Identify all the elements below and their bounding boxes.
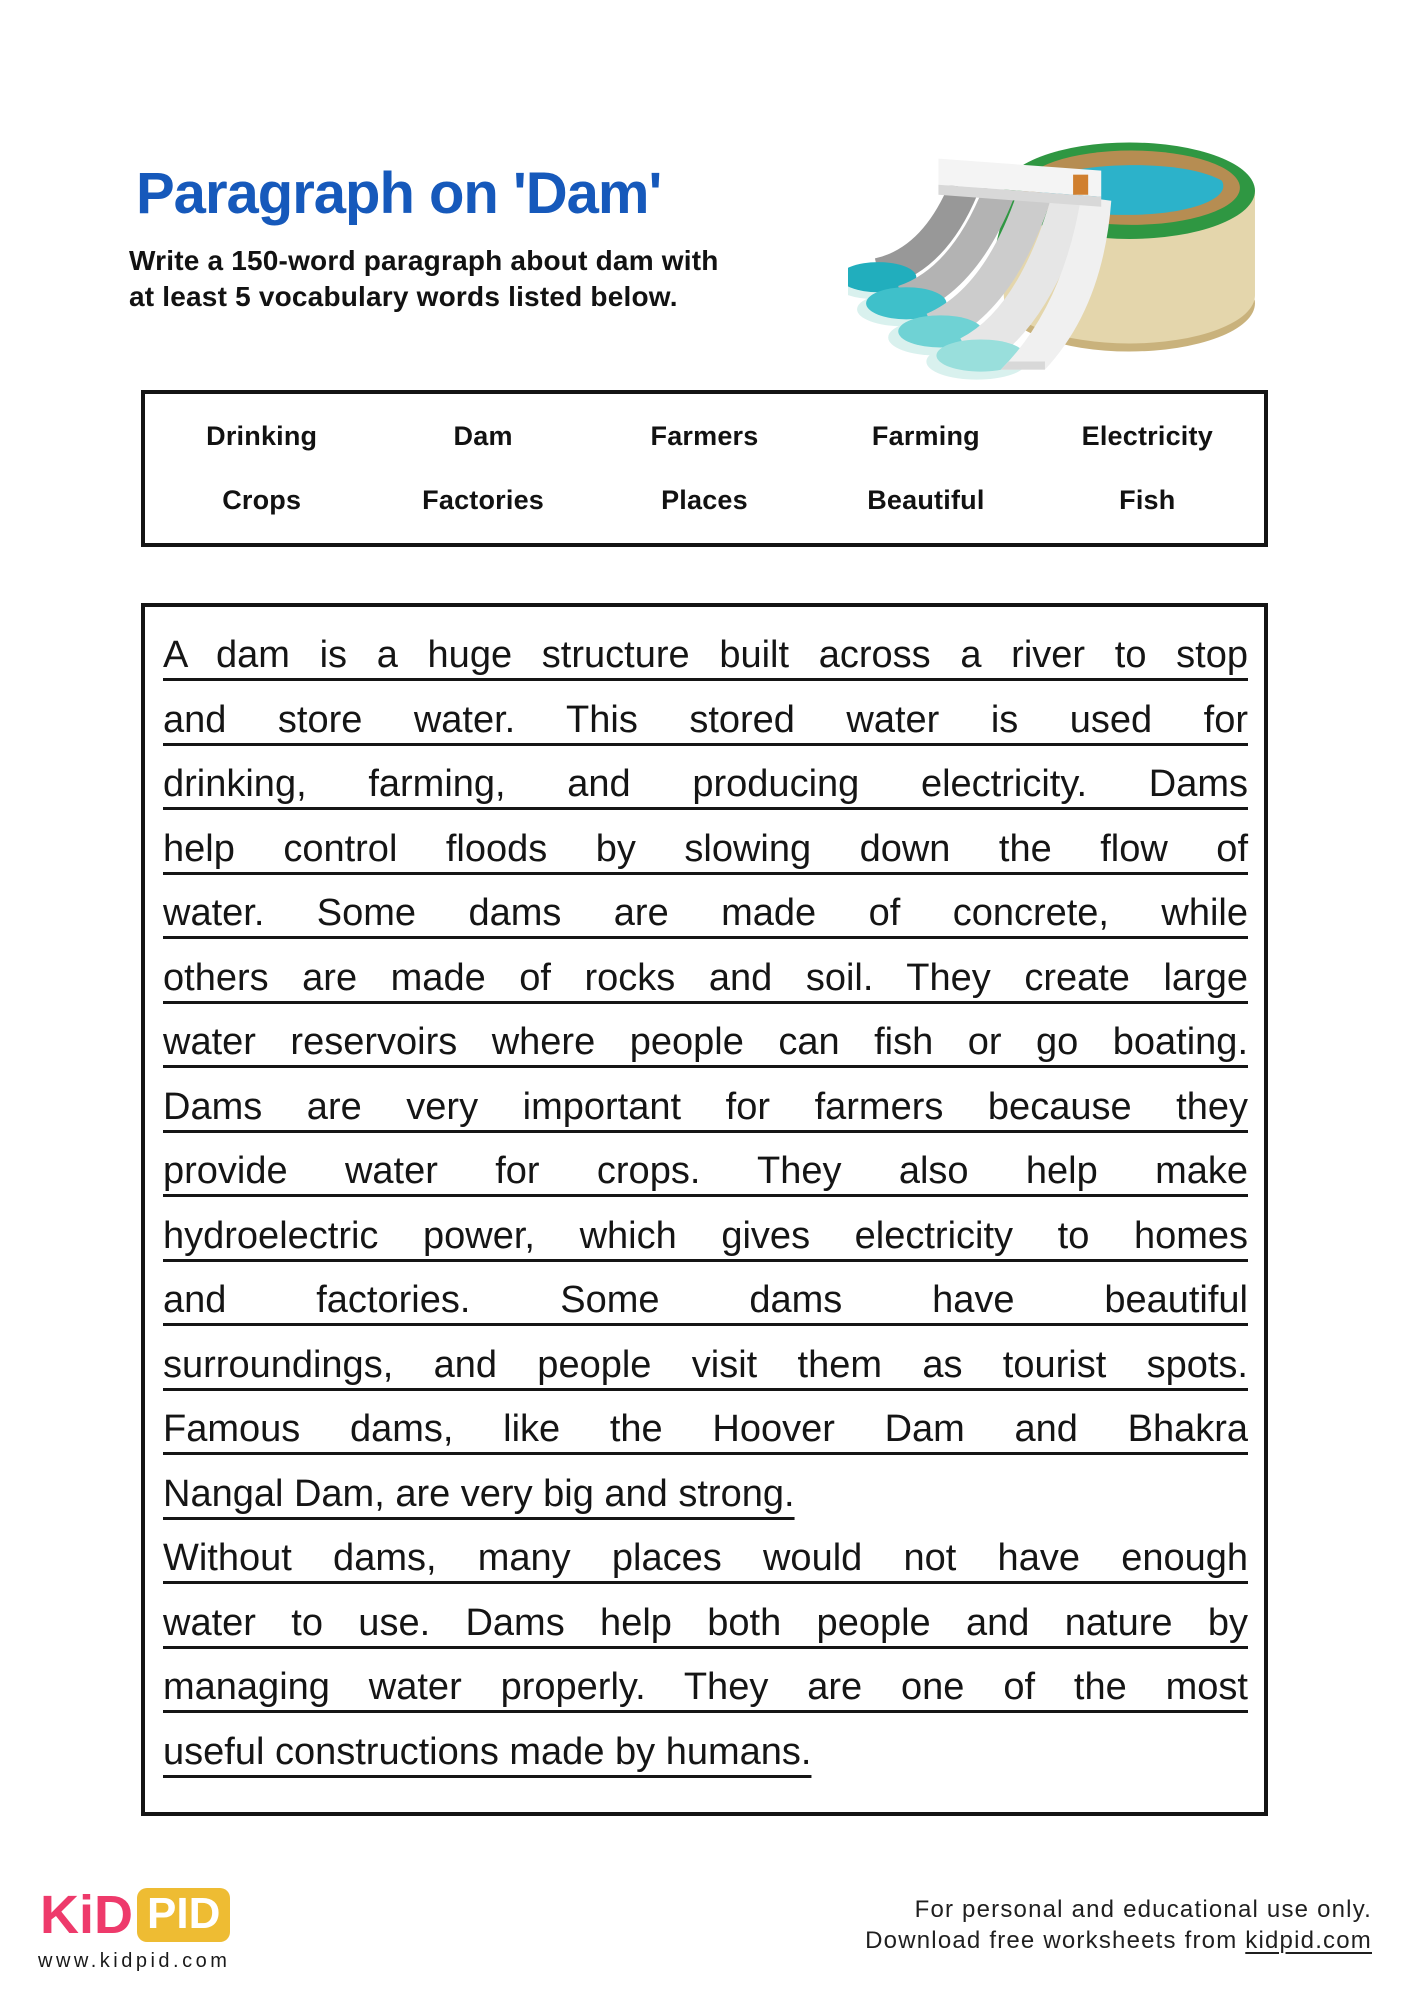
usage-note-line-1: For personal and educational use only.	[914, 1896, 1372, 1923]
dam-gate-icon	[1073, 175, 1088, 195]
essay-line: hydroelectric power, which gives electricity to homes	[163, 1214, 1248, 1257]
kidpid-logo	[40, 1885, 230, 1945]
worksheet-instructions	[129, 243, 719, 315]
usage-note	[865, 1894, 1372, 1956]
vocab-word: Dam	[453, 420, 513, 451]
essay-line: surroundings, and people visit them as tourist spots.	[163, 1343, 1248, 1386]
vocab-word: Factories	[422, 485, 545, 516]
vocab-word: Drinking	[206, 420, 318, 451]
essay-line: others are made of rocks and soil. They create large	[163, 956, 1248, 999]
vocabulary-box	[141, 390, 1268, 547]
vocab-word: Places	[661, 485, 748, 516]
instructions-line-2: at least 5 vocabulary words listed below.	[129, 281, 678, 312]
essay-box	[141, 603, 1268, 1816]
dam-illustration	[848, 110, 1260, 382]
vocab-word: Beautiful	[867, 485, 985, 516]
essay-line: Famous dams, like the Hoover Dam and Bhakra	[163, 1408, 1248, 1450]
page-title: Paragraph on 'Dam'	[136, 161, 662, 226]
essay-line: Dams are very important for farmers because they	[163, 1085, 1248, 1128]
essay-line: managing water properly. They are one of the most	[163, 1666, 1248, 1708]
essay-line: and store water. This stored water is used for	[163, 698, 1248, 741]
essay-line: Without dams, many places would not have enough	[163, 1537, 1248, 1579]
logo-kid-text: KiD	[40, 1885, 133, 1945]
essay-line: provide water for crops. They also help make	[163, 1150, 1248, 1192]
vocab-word: Fish	[1119, 485, 1176, 516]
usage-note-line-2	[865, 1925, 1372, 1956]
essay-line: useful constructions made by humans.	[163, 1730, 812, 1773]
vocab-word: Crops	[222, 485, 302, 516]
vocab-word: Electricity	[1081, 420, 1213, 451]
essay-line: A dam is a huge structure built across a river to stop	[163, 634, 1248, 676]
essay-line: water to use. Dams help both people and nature by	[163, 1601, 1248, 1644]
essay-line: help control floods by slowing down the flow of	[163, 827, 1248, 870]
essay-line: Nangal Dam, are very big and strong.	[163, 1472, 795, 1515]
essay-line: drinking, farming, and producing electricity. Dams	[163, 763, 1248, 805]
essay-line: water. Some dams are made of concrete, while	[163, 892, 1248, 934]
essay-line: water reservoirs where people can fish or go boating.	[163, 1021, 1248, 1063]
instructions-line-1: Write a 150-word paragraph about dam with	[129, 245, 719, 276]
kidpid-link[interactable]: kidpid.com	[1245, 1927, 1372, 1954]
vocab-word: Farmers	[650, 420, 759, 451]
usage-note-line-2-prefix: Download free worksheets from	[865, 1927, 1246, 1954]
website-url: www.kidpid.com	[38, 1950, 231, 1972]
vocab-word: Farming	[871, 420, 980, 451]
essay-line: and factories. Some dams have beautiful	[163, 1279, 1248, 1321]
logo-pid-badge: PID	[137, 1888, 230, 1942]
